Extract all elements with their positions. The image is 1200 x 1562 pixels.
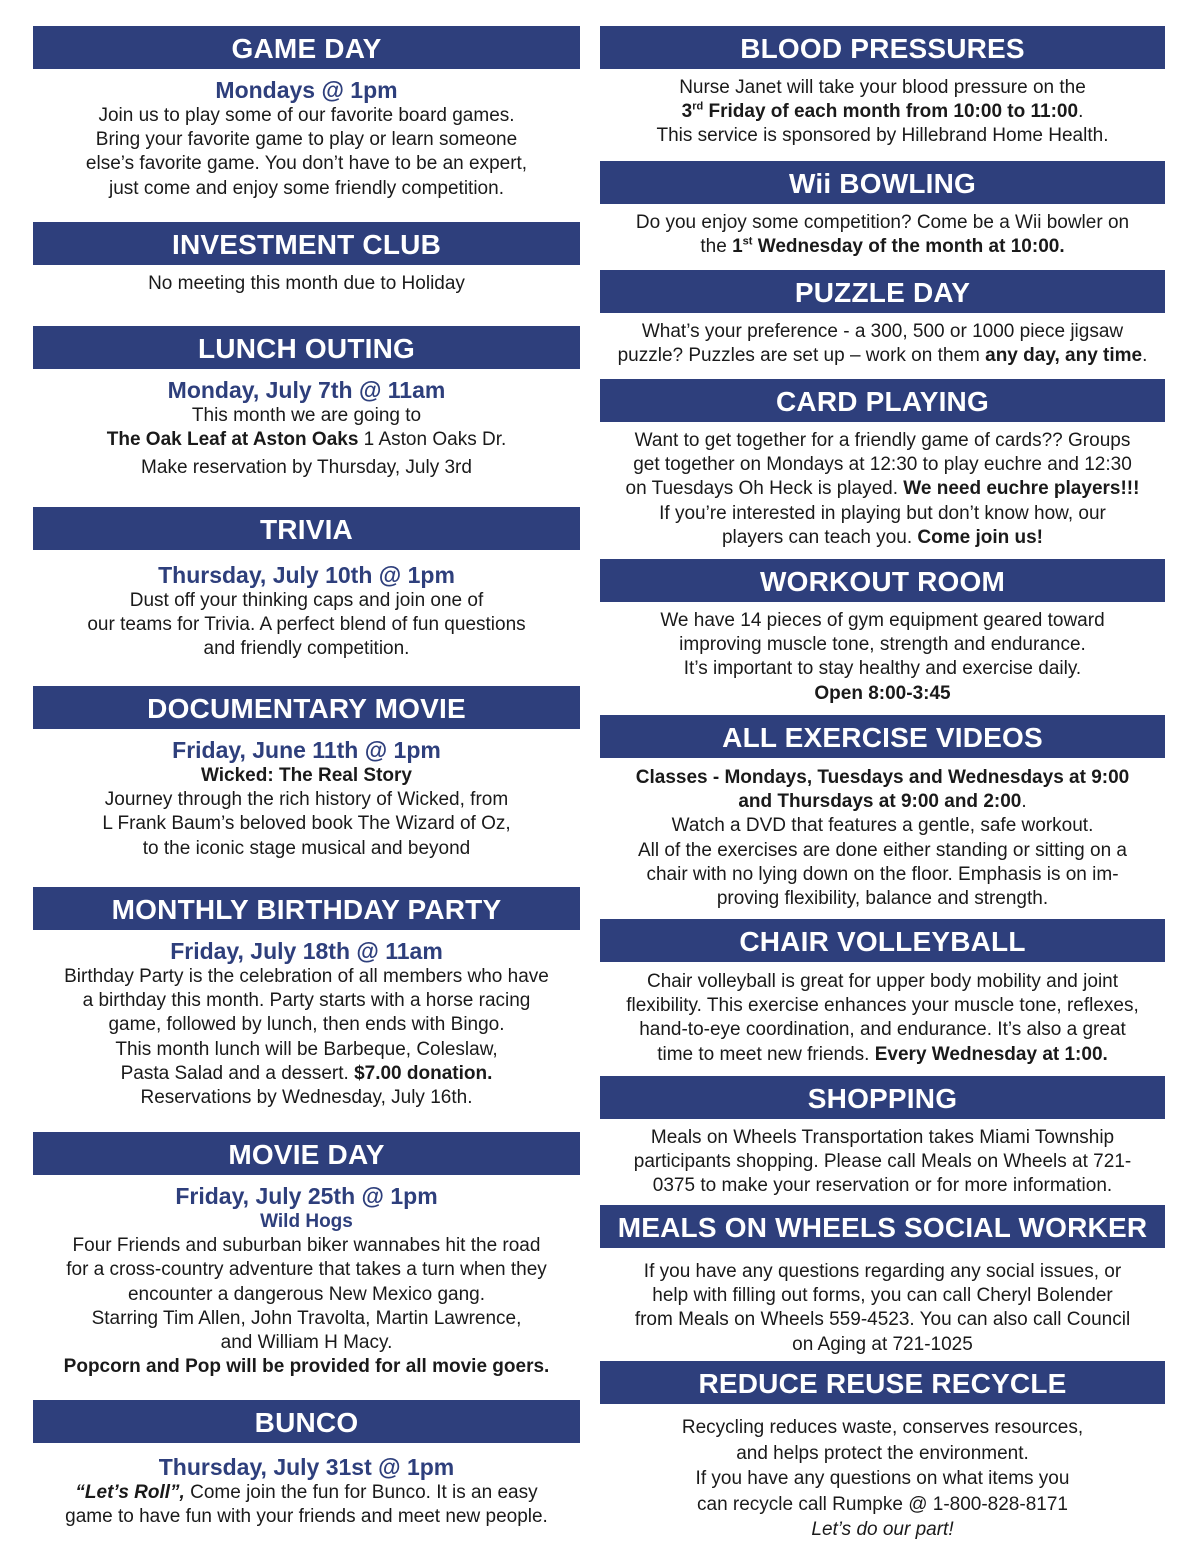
body-line: We have 14 pieces of gym equipment geared toward (660, 610, 1105, 631)
section-header: LUNCH OUTING (33, 326, 580, 369)
documentary-movie-section (33, 686, 580, 861)
body-line: and friendly competition. (203, 638, 410, 660)
body-text: players can teach you. (721, 526, 918, 548)
body-line: 0375 to make your reservation or for more information. (652, 1175, 1113, 1197)
schedule-text: Wednesday of the month at 10:00. (752, 236, 1065, 258)
body-line: Nurse Janet will take your blood pressure on the (679, 77, 1086, 98)
section-body (33, 729, 580, 861)
event-date: Mondays @ 1pm (215, 77, 398, 103)
body-line: to the iconic stage musical and beyond (142, 837, 471, 859)
section-body (33, 69, 580, 201)
section-body (600, 962, 1165, 1067)
workout-room-section (600, 559, 1165, 706)
body-line: get together on Mondays at 12:30 to play euchre and 12:30 (633, 454, 1132, 476)
body-line: Bring your favorite game to play or learn someone (95, 129, 518, 151)
section-header: ALL EXERCISE VIDEOS (600, 715, 1165, 758)
blood-pressures-section (600, 26, 1165, 149)
section-header: CARD PLAYING (600, 379, 1165, 422)
film-title: Wicked: The Real Story (201, 765, 412, 786)
body-line: Dust off your thinking caps and join one of (129, 590, 484, 611)
body-line: Journey through the rich history of Wicked, from (104, 789, 509, 811)
punctuation: . (1078, 101, 1084, 123)
popcorn-note: Popcorn and Pop will be provided for all movie goers. (63, 1356, 550, 1378)
investment-club-section (33, 222, 580, 296)
event-date: Thursday, July 10th @ 1pm (158, 562, 455, 588)
schedule-text: Every Wednesday at 1:00. (874, 1043, 1108, 1065)
section-body (600, 69, 1165, 149)
class-schedule: Classes - Mondays, Tuesdays and Wednesdays at 9:00 (635, 767, 1130, 788)
chair-volleyball-section (600, 919, 1165, 1067)
body-line: What’s your preference - a 300, 500 or 1000 piece jigsaw (641, 321, 1124, 342)
section-body (33, 1175, 580, 1379)
day-suffix: rd (692, 100, 704, 113)
body-line: This month we are going to (191, 405, 422, 426)
section-header: MOVIE DAY (33, 1132, 580, 1175)
social-worker-section (600, 1205, 1165, 1357)
body-line: a birthday this month. Party starts with a horse racing (82, 990, 531, 1012)
day-number: 1 (732, 236, 743, 258)
section-header: DOCUMENTARY MOVIE (33, 686, 580, 729)
body-line (600, 1043, 1165, 1067)
body-line: and William H Macy. (220, 1332, 393, 1354)
bunco-quote: “Let’s Roll”, (75, 1482, 185, 1503)
section-body (33, 265, 580, 296)
body-line (600, 526, 1165, 550)
body-text: Come join the fun for Bunco. It is an easy (184, 1482, 538, 1503)
body-line (600, 100, 1165, 124)
body-line: Join us to play some of our favorite board games. (98, 105, 515, 126)
body-line: Chair volleyball is great for upper body mobility and joint (646, 971, 1119, 992)
body-line: proving flexibility, balance and strength. (716, 888, 1049, 910)
body-line: L Frank Baum’s beloved book The Wizard of Oz, (102, 813, 511, 835)
body-line: Recycling reduces waste, conserves resources, (681, 1417, 1084, 1438)
section-header: PUZZLE DAY (600, 270, 1165, 313)
body-line: Starring Tim Allen, John Travolta, Martin Lawrence, (91, 1307, 522, 1329)
body-line: just come and enjoy some friendly competition. (109, 177, 504, 199)
event-date: Monday, July 7th @ 11am (167, 377, 446, 403)
body-line: can recycle call Rumpke @ 1-800-828-8171 (697, 1493, 1068, 1515)
body-line (600, 790, 1165, 814)
section-body (600, 422, 1165, 550)
body-line: game, followed by lunch, then ends with Bingo. (108, 1014, 505, 1036)
body-line: chair with no lying down on the floor. Emphasis is on im- (646, 863, 1119, 885)
lunch-outing-section (33, 326, 580, 481)
body-line: Reservations by Wednesday, July 16th. (140, 1087, 473, 1109)
section-header: MONTHLY BIRTHDAY PARTY (33, 887, 580, 930)
section-body (33, 369, 580, 481)
body-line: and helps protect the environment. (736, 1442, 1029, 1464)
puzzle-day-section (600, 270, 1165, 368)
venue-address: 1 Aston Oaks Dr. (358, 429, 507, 451)
section-body (33, 1443, 580, 1529)
trivia-section (33, 507, 580, 662)
body-line: flexibility. This exercise enhances your muscle tone, reflexes, (626, 995, 1139, 1017)
section-header: Wii BOWLING (600, 161, 1165, 204)
body-line: Four Friends and suburban biker wannabes hit the road (72, 1235, 541, 1257)
section-body (600, 1248, 1165, 1357)
body-line (33, 1481, 580, 1505)
body-line: Watch a DVD that features a gentle, safe workout. (671, 815, 1094, 837)
section-header: SHOPPING (600, 1076, 1165, 1119)
section-header: REDUCE REUSE RECYCLE (600, 1361, 1165, 1404)
body-line: Birthday Party is the celebration of all members who have (64, 966, 549, 987)
body-line: If you have any questions regarding any social issues, or (643, 1261, 1122, 1282)
section-header: GAME DAY (33, 26, 580, 69)
body-line: If you have any questions on what items you (695, 1468, 1070, 1489)
euchre-callout: We need euchre players!!! (903, 478, 1140, 500)
section-header: BLOOD PRESSURES (600, 26, 1165, 69)
body-line: help with filling out forms, you can call Cheryl Bolender (652, 1285, 1113, 1307)
event-date: Friday, June 11th @ 1pm (172, 737, 441, 763)
game-day-section (33, 26, 580, 201)
body-line (33, 1062, 580, 1086)
body-line: Make reservation by Thursday, July 3rd (141, 457, 472, 479)
body-line: for a cross-country adventure that takes a turn when they (66, 1259, 547, 1281)
section-body (600, 758, 1165, 911)
body-text: time to meet new friends. (657, 1043, 875, 1065)
body-line (600, 235, 1165, 259)
section-header: BUNCO (33, 1400, 580, 1443)
body-text: Pasta Salad and a dessert. (120, 1062, 355, 1084)
body-line (600, 477, 1165, 501)
body-line: Meals on Wheels Transportation takes Miami Township (650, 1127, 1115, 1148)
body-line: participants shopping. Please call Meals on Wheels at 721- (633, 1151, 1132, 1173)
donation-amount: $7.00 donation. (354, 1062, 493, 1084)
section-header: CHAIR VOLLEYBALL (600, 919, 1165, 962)
card-playing-section (600, 379, 1165, 550)
bunco-section (33, 1400, 580, 1529)
body-line: This month lunch will be Barbeque, Coleslaw, (115, 1038, 498, 1060)
section-body (33, 550, 580, 662)
body-text: the (700, 236, 733, 258)
body-line: hand-to-eye coordination, and endurance. It’s also a great (639, 1019, 1126, 1041)
section-header: WORKOUT ROOM (600, 559, 1165, 602)
body-line: from Meals on Wheels 559-4523. You can also call Council (634, 1309, 1131, 1331)
section-body (600, 204, 1165, 259)
section-body (600, 1404, 1165, 1543)
recycle-tagline: Let’s do our part! (811, 1519, 954, 1540)
film-title: Wild Hogs (260, 1211, 353, 1232)
venue-name: The Oak Leaf at Aston Oaks (106, 429, 359, 451)
section-header: TRIVIA (33, 507, 580, 550)
body-line: our teams for Trivia. A perfect blend of fun questions (87, 614, 526, 636)
body-line: Want to get together for a friendly game of cards?? Groups (634, 430, 1131, 451)
body-line: If you’re interested in playing but don’t know how, our (659, 502, 1106, 524)
join-callout: Come join us! (917, 526, 1043, 548)
section-body (600, 313, 1165, 368)
body-line: This service is sponsored by Hillebrand Home Health. (656, 125, 1109, 147)
movie-day-section (33, 1132, 580, 1379)
section-header: INVESTMENT CLUB (33, 222, 580, 265)
body-line: improving muscle tone, strength and endurance. (679, 634, 1086, 656)
wii-bowling-section (600, 161, 1165, 259)
body-line: All of the exercises are done either standing or sitting on a (637, 839, 1127, 861)
exercise-videos-section (600, 715, 1165, 911)
body-text: on Tuesdays Oh Heck is played. (625, 478, 904, 500)
body-line: game to have fun with your friends and meet new people. (65, 1506, 548, 1528)
section-body (600, 602, 1165, 706)
day-number: 3 (681, 101, 693, 123)
punctuation: . (1142, 345, 1148, 367)
body-line: on Aging at 721-1025 (792, 1333, 973, 1355)
body-line (600, 344, 1165, 368)
day-suffix: st (742, 235, 753, 248)
recycle-section (600, 1361, 1165, 1543)
body-line: It’s important to stay healthy and exercise daily. (683, 658, 1082, 680)
puzzle-availability: any day, any time (985, 345, 1143, 367)
class-schedule: and Thursdays at 9:00 and 2:00 (738, 791, 1022, 813)
body-line: encounter a dangerous New Mexico gang. (127, 1283, 485, 1305)
body-line: No meeting this month due to Holiday (148, 273, 465, 294)
body-text: puzzle? Puzzles are set up – work on them (617, 345, 986, 367)
section-body (33, 930, 580, 1110)
shopping-section (600, 1076, 1165, 1199)
event-date: Friday, July 18th @ 11am (170, 938, 443, 964)
punctuation: . (1021, 791, 1027, 813)
body-line: Do you enjoy some competition? Come be a Wii bowler on (635, 212, 1130, 233)
open-hours: Open 8:00-3:45 (814, 682, 951, 704)
event-date: Thursday, July 31st @ 1pm (158, 1454, 455, 1480)
section-header: MEALS ON WHEELS SOCIAL WORKER (600, 1205, 1165, 1248)
schedule-text: Friday of each month from 10:00 to 11:00 (703, 101, 1079, 123)
event-date: Friday, July 25th @ 1pm (175, 1183, 438, 1209)
section-body (600, 1119, 1165, 1199)
body-line: else’s favorite game. You don’t have to be an expert, (85, 153, 528, 175)
birthday-party-section (33, 887, 580, 1110)
body-line (33, 428, 580, 452)
